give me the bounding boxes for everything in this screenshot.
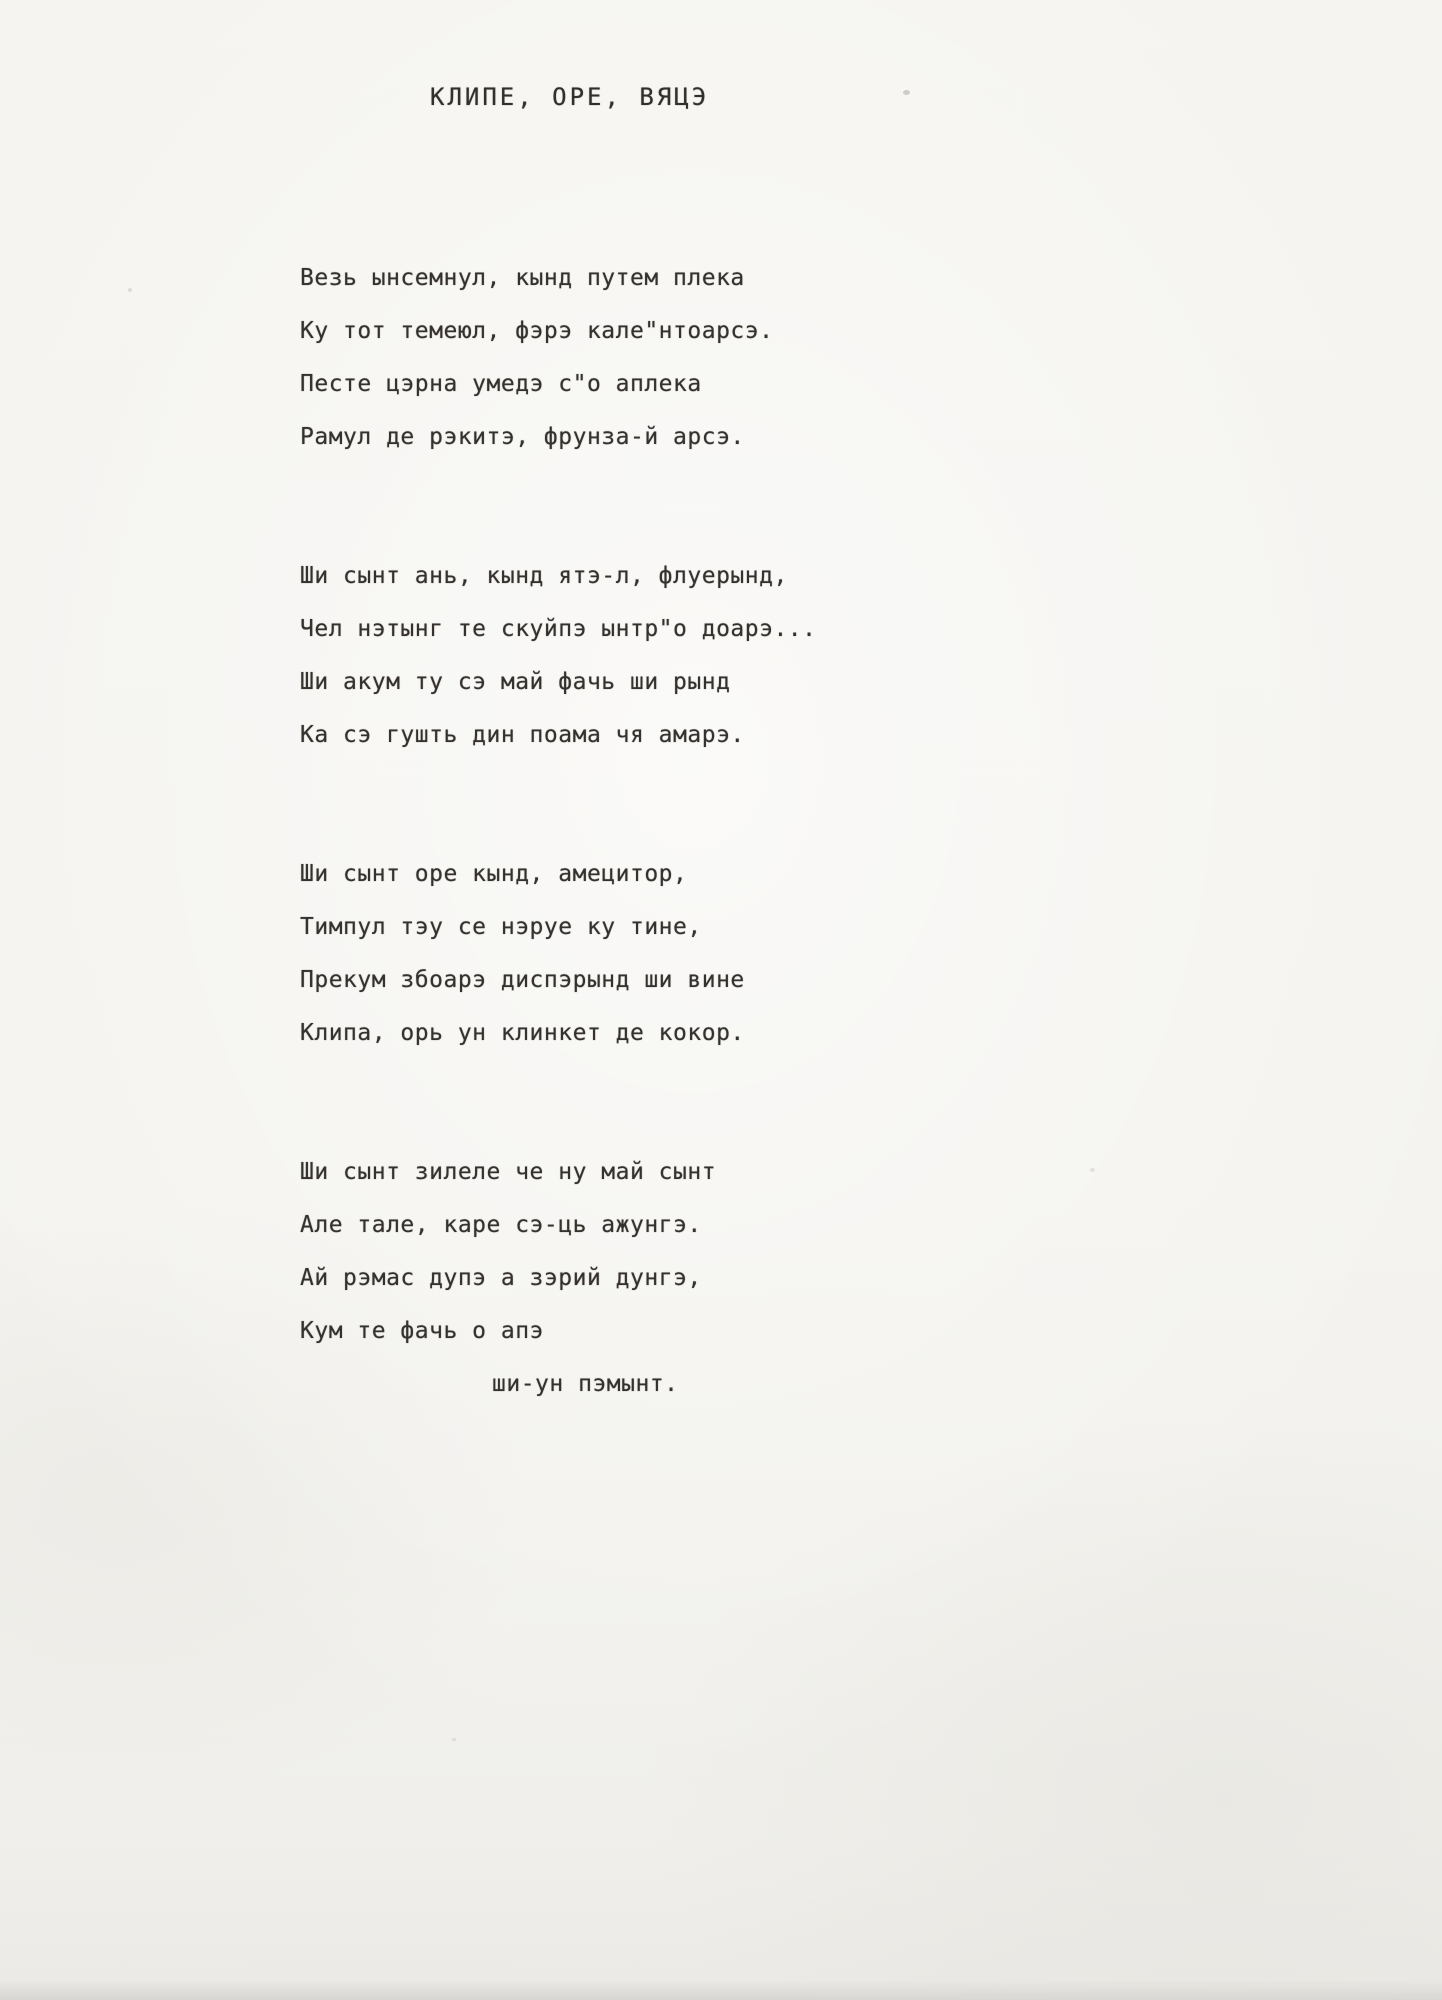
poem-stanza bbox=[300, 1146, 1442, 1411]
poem-line: Кум те фачь о апэ bbox=[300, 1318, 544, 1344]
poem-line: Ши сынт оре кынд, амецитор, bbox=[300, 861, 688, 887]
poem-line: Ши сынт зилеле че ну май сынт bbox=[300, 1159, 717, 1185]
poem-line: Тимпул тэу се нэруе ку тине, bbox=[300, 914, 702, 940]
poem-line: Ка сэ гушть дин поама чя амарэ. bbox=[300, 722, 745, 748]
poem-line: Ши сынт ань, кынд ятэ-л, флуерынд, bbox=[300, 563, 788, 589]
scan-artifact bbox=[128, 288, 132, 292]
poem-line: ши-ун пэмынт. bbox=[492, 1371, 679, 1397]
poem-line: Чел нэтынг те скуйпэ ынтр"о доарэ... bbox=[300, 616, 817, 642]
poem-line: Рамул де рэкитэ, фрунза-й арсэ. bbox=[300, 424, 745, 450]
poem-line: Ай рэмас дупэ а зэрий дунгэ, bbox=[300, 1265, 702, 1291]
poem-line: Але тале, каре сэ-ць ажунгэ. bbox=[300, 1212, 702, 1238]
poem-line: Песте цэрна умедэ с"о аплека bbox=[300, 371, 702, 397]
scan-artifact bbox=[903, 90, 910, 95]
poem-stanza bbox=[300, 252, 1442, 464]
poem-line: Везь ынсемнул, кынд путем плека bbox=[300, 265, 745, 291]
poem-line: Клипа, орь ун клинкет де кокор. bbox=[300, 1020, 745, 1046]
poem-line: Ку тот темеюл, фэрэ кале"нтоарсэ. bbox=[300, 318, 774, 344]
poem-line: Ши акум ту сэ май фачь ши рынд bbox=[300, 669, 731, 695]
poem-stanza bbox=[300, 848, 1442, 1060]
poem-stanza bbox=[300, 550, 1442, 762]
scan-artifact bbox=[1090, 1168, 1095, 1172]
poem-title: КЛИПЕ, ОРЕ, ВЯЦЭ bbox=[430, 83, 710, 111]
poem-line: Прекум збоарэ диспэрынд ши вине bbox=[300, 967, 745, 993]
scan-artifact bbox=[452, 1738, 456, 1741]
